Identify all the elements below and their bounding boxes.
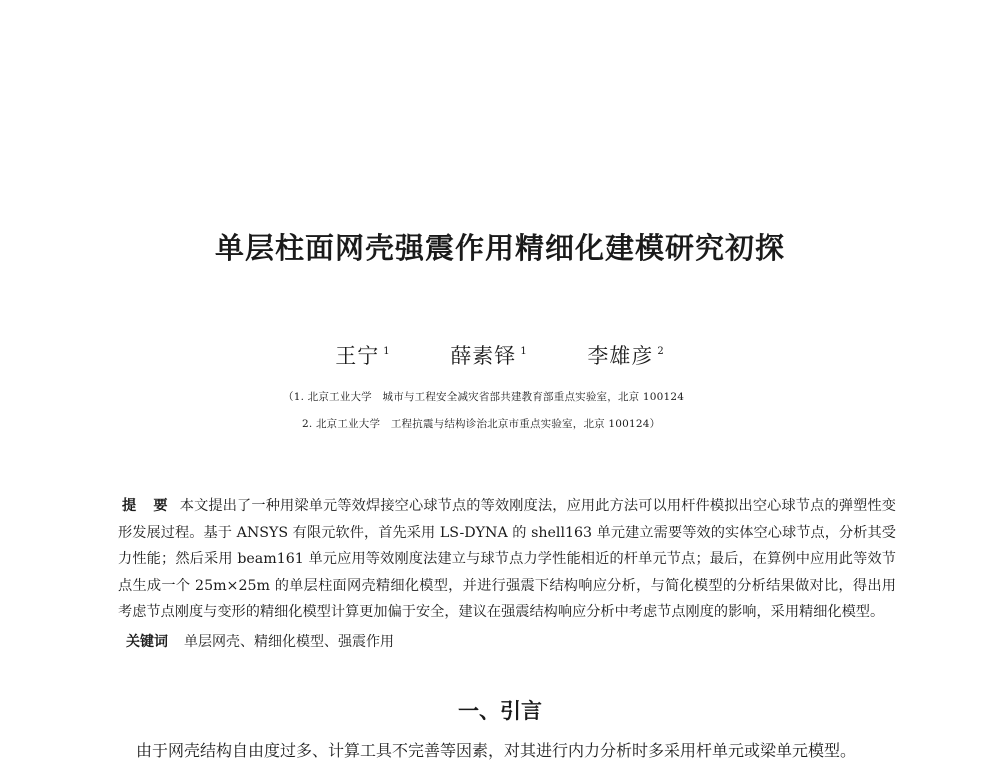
author-affiliation-mark: 1 (520, 346, 528, 357)
affiliation-2: 2. 北京工业大学 工程抗震与结构诊治北京市重点实验室，北京 100124） (302, 418, 661, 430)
keywords (126, 631, 394, 651)
author-affiliation-mark: 2 (657, 346, 665, 357)
author-affiliation-mark: 1 (383, 346, 391, 357)
author-name: 王宁 (335, 344, 380, 368)
keywords-text: 单层网壳、精细化模型、强震作用 (184, 634, 394, 650)
abstract-label: 提 要 (122, 498, 174, 514)
paper-title: 单层柱面网壳强震作用精细化建模研究初探 (214, 231, 785, 265)
author-name: 李雄彦 (587, 344, 654, 368)
affiliation-1: （1. 北京工业大学 城市与工程安全减灾省部共建教育部重点实验室，北京 100124 (283, 391, 685, 403)
introduction-paragraph: 由于网壳结构自由度过多、计算工具不完善等因素，对其进行内力分析时多采用杆单元或梁单元模型。 (136, 741, 857, 760)
author-3 (587, 340, 664, 370)
author-name: 薛素铎 (450, 344, 517, 368)
keywords-label: 关键词 (126, 634, 168, 650)
author-list (0, 340, 1000, 370)
author-1 (335, 340, 390, 370)
author-2 (450, 340, 527, 370)
abstract (118, 493, 896, 626)
abstract-text: 本文提出了一种用梁单元等效焊接空心球节点的等效刚度法，应用此方法可以用杆件模拟出空心球节点的弹塑性变形发展过程。基于 ANSYS 有限元软件，首先采用 LS-DYNA 的 shell163 单元建立需要等效的实体空心球节点，分析其受力性能；然后采用 beam161 单元应用等效刚度法建立与球节点力学性能相近的杆单元节点；最后，在算例中应用此等效节点生成一个 25m×25m 的单层柱面网壳精细化模型，并进行强震下结构响应分析，与简化模型的分析结果做对比，得出用考虑节点刚度与变形的精细化模型计算更加偏于安全，建议在强震结构响应分析中考虑节点刚度的影响，采用精细化模型。 (118, 498, 896, 620)
section-heading-introduction: 一、引言 (458, 699, 542, 723)
